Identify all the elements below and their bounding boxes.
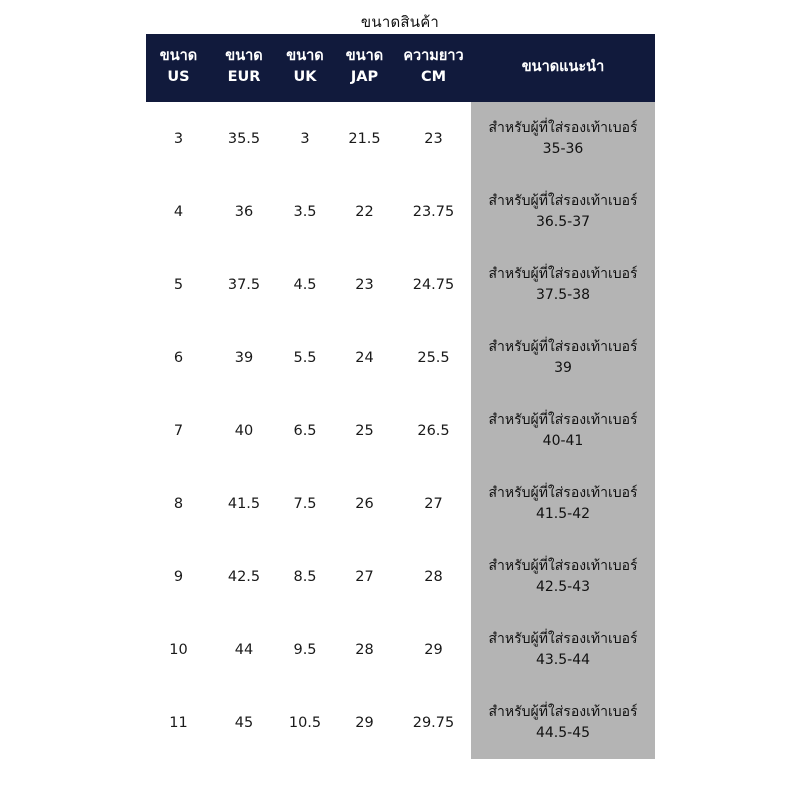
cell-eur: 39 bbox=[211, 321, 277, 394]
cell-recommendation-line1: สำหรับผู้ที่ใส่รองเท้าเบอร์ bbox=[488, 338, 638, 355]
cell-recommendation-line2: 37.5-38 bbox=[535, 286, 591, 303]
column-header-jap-line1: ขนาด bbox=[345, 48, 384, 64]
cell-eur: 45 bbox=[211, 686, 277, 759]
cell-uk: 8.5 bbox=[277, 540, 333, 613]
cell-eur: 44 bbox=[211, 613, 277, 686]
cell-jap: 23 bbox=[333, 248, 396, 321]
cell-uk: 7.5 bbox=[277, 467, 333, 540]
cell-cm: 29.75 bbox=[396, 686, 471, 759]
cell-us: 6 bbox=[146, 321, 211, 394]
cell-cm: 23.75 bbox=[396, 175, 471, 248]
column-header-recommendation bbox=[471, 34, 655, 102]
column-header-cm bbox=[396, 34, 471, 102]
cell-recommendation-line1: สำหรับผู้ที่ใส่รองเท้าเบอร์ bbox=[488, 703, 638, 720]
table-row bbox=[146, 686, 655, 759]
cell-recommendation bbox=[471, 540, 655, 613]
cell-cm: 24.75 bbox=[396, 248, 471, 321]
cell-recommendation bbox=[471, 467, 655, 540]
cell-eur: 42.5 bbox=[211, 540, 277, 613]
cell-cm: 25.5 bbox=[396, 321, 471, 394]
cell-us: 11 bbox=[146, 686, 211, 759]
column-header-uk bbox=[277, 34, 333, 102]
cell-jap: 27 bbox=[333, 540, 396, 613]
cell-us: 4 bbox=[146, 175, 211, 248]
cell-recommendation-line2: 43.5-44 bbox=[535, 651, 591, 668]
cell-eur: 36 bbox=[211, 175, 277, 248]
cell-eur: 40 bbox=[211, 394, 277, 467]
table-row bbox=[146, 248, 655, 321]
cell-jap: 24 bbox=[333, 321, 396, 394]
cell-cm: 27 bbox=[396, 467, 471, 540]
cell-cm: 26.5 bbox=[396, 394, 471, 467]
cell-jap: 29 bbox=[333, 686, 396, 759]
cell-eur: 35.5 bbox=[211, 102, 277, 175]
page-title: ขนาดสินค้า bbox=[360, 13, 440, 31]
cell-recommendation-line2: 41.5-42 bbox=[535, 505, 591, 522]
cell-uk: 3 bbox=[277, 102, 333, 175]
cell-cm: 23 bbox=[396, 102, 471, 175]
cell-recommendation-line2: 39 bbox=[554, 359, 572, 376]
cell-eur: 41.5 bbox=[211, 467, 277, 540]
column-header-us-line1: ขนาด bbox=[159, 48, 198, 64]
cell-uk: 6.5 bbox=[277, 394, 333, 467]
cell-cm: 29 bbox=[396, 613, 471, 686]
cell-recommendation-line1: สำหรับผู้ที่ใส่รองเท้าเบอร์ bbox=[488, 557, 638, 574]
table-row bbox=[146, 175, 655, 248]
cell-recommendation bbox=[471, 321, 655, 394]
column-header-uk-line2: UK bbox=[293, 69, 317, 86]
size-table bbox=[146, 34, 655, 759]
column-header-eur bbox=[211, 34, 277, 102]
cell-recommendation bbox=[471, 102, 655, 175]
cell-recommendation-line1: สำหรับผู้ที่ใส่รองเท้าเบอร์ bbox=[488, 411, 638, 428]
cell-jap: 28 bbox=[333, 613, 396, 686]
cell-recommendation-line1: สำหรับผู้ที่ใส่รองเท้าเบอร์ bbox=[488, 265, 638, 282]
column-header-uk-line1: ขนาด bbox=[286, 48, 324, 64]
column-header-eur-line2: EUR bbox=[227, 69, 261, 86]
cell-recommendation bbox=[471, 394, 655, 467]
table-row bbox=[146, 321, 655, 394]
cell-recommendation bbox=[471, 686, 655, 759]
table-row bbox=[146, 540, 655, 613]
cell-recommendation bbox=[471, 248, 655, 321]
size-table-container bbox=[146, 34, 655, 759]
cell-recommendation-line2: 35-36 bbox=[542, 140, 584, 157]
cell-uk: 3.5 bbox=[277, 175, 333, 248]
cell-us: 9 bbox=[146, 540, 211, 613]
column-header-recommendation-line1: ขนาดแนะนำ bbox=[521, 58, 605, 75]
cell-recommendation-line2: 44.5-45 bbox=[535, 724, 591, 741]
cell-uk: 5.5 bbox=[277, 321, 333, 394]
cell-eur: 37.5 bbox=[211, 248, 277, 321]
cell-us: 7 bbox=[146, 394, 211, 467]
cell-uk: 9.5 bbox=[277, 613, 333, 686]
column-header-cm-line2: CM bbox=[420, 69, 447, 86]
cell-uk: 4.5 bbox=[277, 248, 333, 321]
column-header-eur-line1: ขนาด bbox=[225, 48, 263, 64]
cell-recommendation-line1: สำหรับผู้ที่ใส่รองเท้าเบอร์ bbox=[488, 630, 638, 647]
cell-recommendation-line1: สำหรับผู้ที่ใส่รองเท้าเบอร์ bbox=[488, 119, 638, 136]
column-header-us bbox=[146, 34, 211, 102]
cell-us: 10 bbox=[146, 613, 211, 686]
table-body bbox=[146, 102, 655, 759]
cell-recommendation bbox=[471, 175, 655, 248]
cell-recommendation-line2: 40-41 bbox=[542, 432, 584, 449]
table-header bbox=[146, 34, 655, 102]
cell-jap: 26 bbox=[333, 467, 396, 540]
table-row bbox=[146, 467, 655, 540]
cell-cm: 28 bbox=[396, 540, 471, 613]
cell-uk: 10.5 bbox=[277, 686, 333, 759]
column-header-jap-line2: JAP bbox=[350, 69, 379, 86]
cell-us: 5 bbox=[146, 248, 211, 321]
cell-recommendation-line2: 42.5-43 bbox=[535, 578, 591, 595]
table-header-row bbox=[146, 34, 655, 102]
cell-jap: 21.5 bbox=[333, 102, 396, 175]
table-row bbox=[146, 613, 655, 686]
column-header-cm-line1: ความยาว bbox=[403, 48, 464, 64]
column-header-jap bbox=[333, 34, 396, 102]
cell-recommendation-line1: สำหรับผู้ที่ใส่รองเท้าเบอร์ bbox=[488, 484, 638, 501]
cell-us: 3 bbox=[146, 102, 211, 175]
table-row bbox=[146, 102, 655, 175]
cell-recommendation-line1: สำหรับผู้ที่ใส่รองเท้าเบอร์ bbox=[488, 192, 638, 209]
cell-recommendation-line2: 36.5-37 bbox=[535, 213, 591, 230]
cell-jap: 25 bbox=[333, 394, 396, 467]
table-row bbox=[146, 394, 655, 467]
cell-recommendation bbox=[471, 613, 655, 686]
cell-us: 8 bbox=[146, 467, 211, 540]
cell-jap: 22 bbox=[333, 175, 396, 248]
column-header-us-line2: US bbox=[167, 69, 190, 86]
